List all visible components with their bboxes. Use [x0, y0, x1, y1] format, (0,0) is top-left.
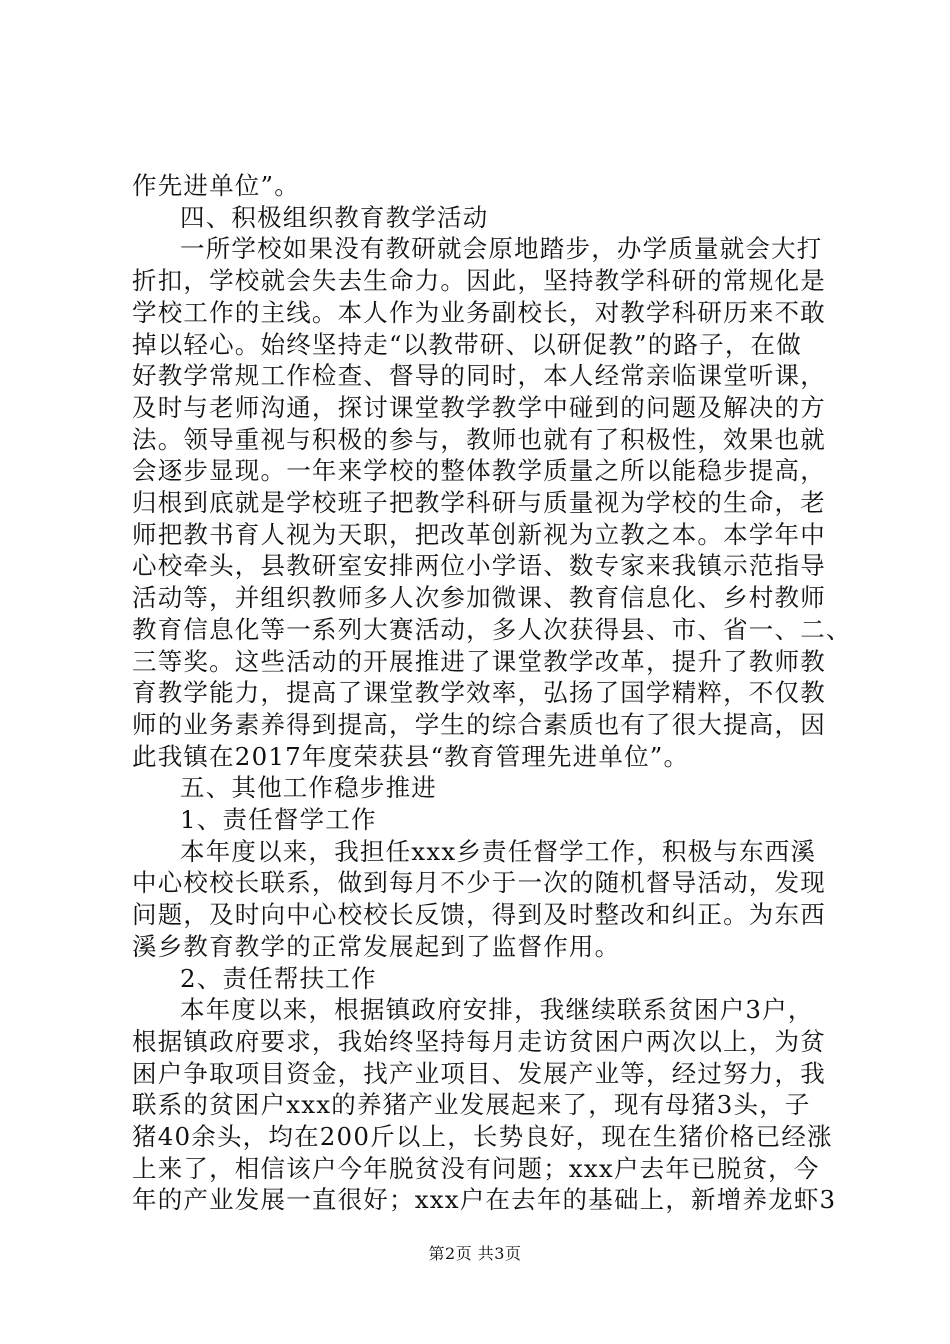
text-line: 育教学能力，提高了课堂教学效率，弘扬了国学精粹，不仅教 [132, 678, 826, 708]
text-line: 困户争取项目资金，找产业项目、发展产业等，经过努力，我 [132, 1058, 826, 1088]
text-line: 学校工作的主线。本人作为业务副校长，对教学科研历来不敢 [132, 297, 826, 327]
section-heading: 五、其他工作稳步推进 [180, 773, 437, 803]
text-line: 活动等，并组织教师多人次参加微课、教育信息化、乡村教师 [132, 583, 826, 613]
text-line: 问题，及时向中心校校长反馈，得到及时整改和纠正。为东西 [132, 900, 826, 930]
text-line: 根据镇政府要求，我始终坚持每月走访贫困户两次以上，为贫 [132, 1026, 826, 1056]
text-line: 一所学校如果没有教研就会原地踏步，办学质量就会大打 [180, 234, 823, 264]
text-line: 此我镇在2017年度荣获县“教育管理先进单位”。 [132, 741, 690, 771]
text-line: 教育信息化等一系列大赛活动，多人次获得县、市、省一、二、 [132, 614, 852, 644]
text-line: 归根到底就是学校班子把教学科研与质量视为学校的生命，老 [132, 488, 826, 517]
section-heading: 四、积极组织教育教学活动 [180, 202, 489, 232]
text-line: 本年度以来，根据镇政府安排，我继续联系贫困户3户， [180, 995, 814, 1025]
text-line: 三等奖。这些活动的开展推进了课堂教学改革，提升了教师教 [132, 646, 826, 676]
text-line: 会逐步显现。一年来学校的整体教学质量之所以能稳步提高， [132, 456, 826, 486]
subsection-heading: 1、责任督学工作 [180, 805, 377, 834]
page-footer: 第2页 共3页 [428, 1244, 522, 1263]
text-line: 猪40余头，均在200斤以上，长势良好，现在生猪价格已经涨 [132, 1122, 833, 1151]
text-line: 溪乡教育教学的正常发展起到了监督作用。 [132, 931, 621, 961]
text-line: 上来了，相信该户今年脱贫没有问题；xxx户去年已脱贫，今 [132, 1153, 820, 1183]
text-line: 本年度以来，我担任xxx乡责任督学工作，积极与东西溪 [180, 836, 817, 866]
text-line: 好教学常规工作检查、督导的同时，本人经常亲临课堂听课， [132, 361, 826, 391]
text-line: 心校牵头，县教研室安排两位小学语、数专家来我镇示范指导 [132, 551, 826, 581]
text-line: 年的产业发展一直很好；xxx户在去年的基础上，新增养龙虾3 [132, 1185, 837, 1215]
text-line: 折扣，学校就会失去生命力。因此，坚持教学科研的常规化是 [132, 266, 826, 296]
text-line: 法。领导重视与积极的参与，教师也就有了积极性，效果也就 [132, 424, 826, 454]
subsection-heading: 2、责任帮扶工作 [180, 963, 377, 993]
text-line: 掉以轻心。始终坚持走“以教带研、以研促教”的路子，在做 [132, 329, 802, 359]
text-line: 师的业务素养得到提高，学生的综合素质也有了很大提高，因 [132, 709, 826, 739]
text-line: 师把教书育人视为天职，把改革创新视为立教之本。本学年中 [132, 519, 826, 549]
text-line: 中心校校长联系，做到每月不少于一次的随机督导活动，发现 [132, 868, 826, 898]
text-line: 作先进单位”。 [132, 171, 300, 200]
text-line: 及时与老师沟通，探讨课堂教学教学中碰到的问题及解决的方 [132, 392, 826, 422]
text-line: 联系的贫困户xxx的养猪产业发展起来了，现有母猪3头，子 [132, 1090, 811, 1120]
